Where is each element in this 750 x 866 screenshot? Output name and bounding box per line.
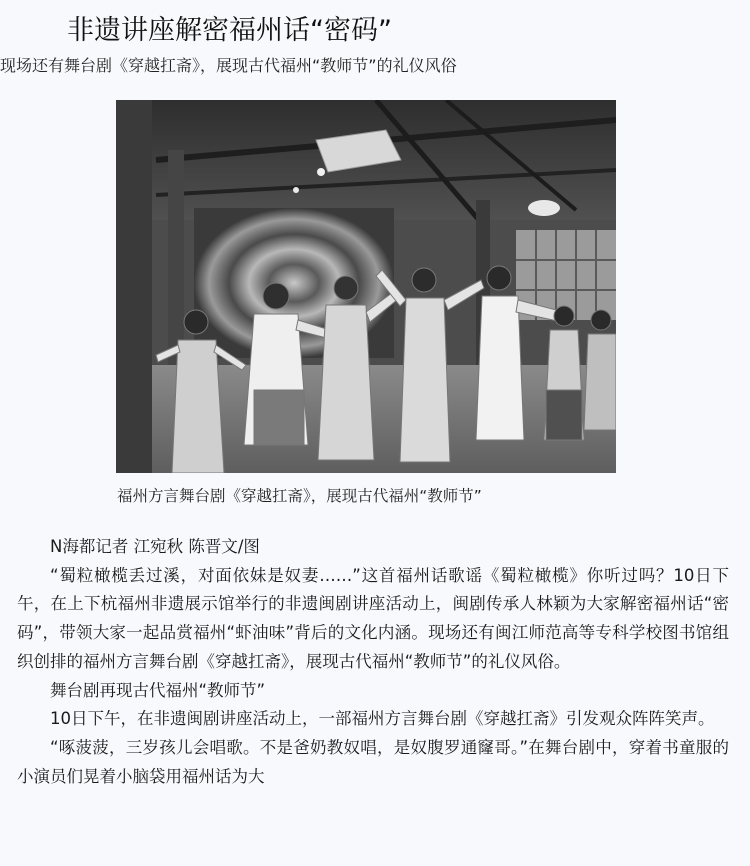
section-heading: 舞台剧再现古代福州“教师节”: [50, 680, 266, 700]
paragraph: “蜀粒橄榄丢过溪，对面依妹是奴妻……”这首福州话歌谣《蜀粒橄榄》你听过吗？10日下午，在上下杭福州非遗展示馆举行的非遗闽剧讲座活动上，闽剧传承人林颖为大家解密福州话“密码”，带领大家一起品赏福州“虾油味”背后的文化内涵。现场还有闽江师范高等专科学校图书馆组织创排的福州方言舞台剧《穿越扛斋》，展现古代福州“教师节”的礼仪风俗。: [17, 565, 729, 671]
article-title: 非遗讲座解密福州话“密码”: [67, 15, 392, 46]
article-subtitle: 现场还有舞台剧《穿越扛斋》，展现古代福州“教师节”的礼仪风俗: [0, 56, 457, 75]
photo-caption: 福州方言舞台剧《穿越扛斋》，展现古代福州“教师节”: [117, 487, 482, 505]
stage-play-photo: [116, 100, 616, 473]
paragraph: “啄菠菠，三岁孩儿会唱歌。不是爸奶教奴唱，是奴腹罗通窿哥。”在舞台剧中，穿着书童服的小演员们晃着小脑袋用福州话为大: [17, 737, 729, 786]
paragraph: 10日下午，在非遗闽剧讲座活动上，一部福州方言舞台剧《穿越扛斋》引发观众阵阵笑声。: [50, 709, 715, 729]
article-body: [17, 533, 729, 791]
byline: N海都记者 江宛秋 陈晋文/图: [50, 537, 260, 556]
